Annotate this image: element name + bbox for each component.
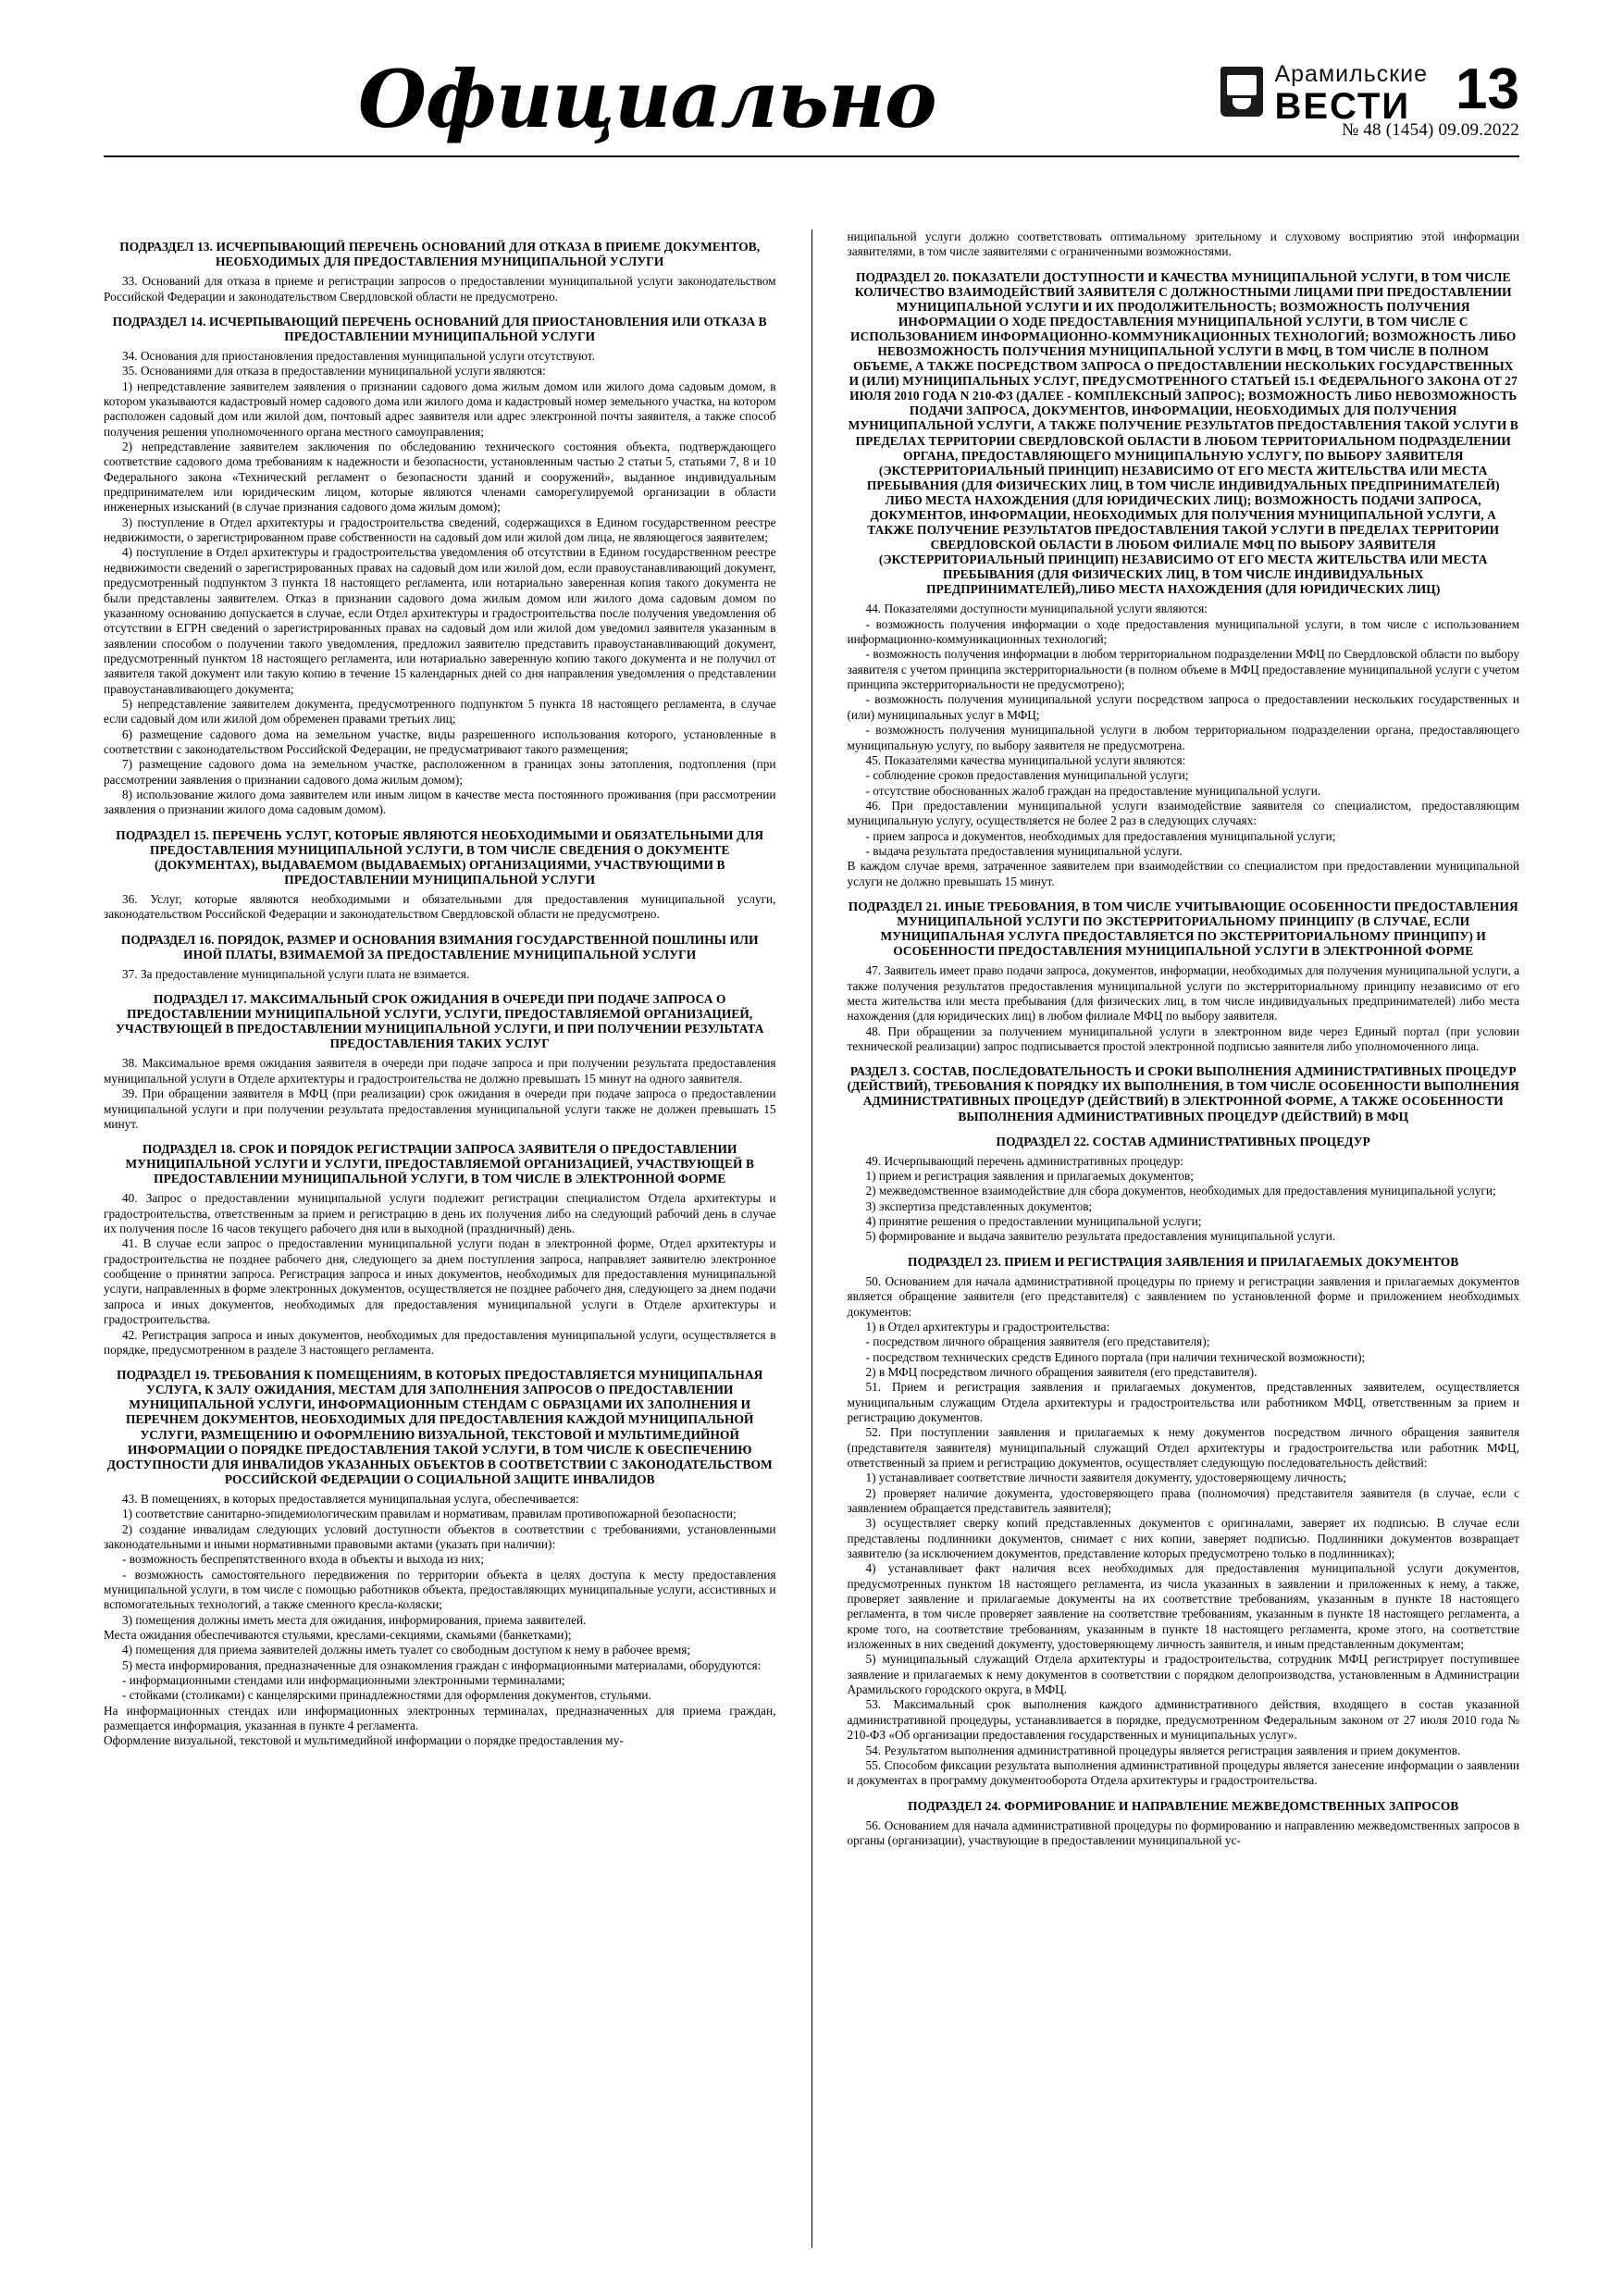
paragraph: 1) непредставление заявителем заявления о признании садового дома жилым домом или жилого дома садовым домом, в котором указываются кадастровый номер садового дома или жилого дома и кадастровый номер земельного участка, на котором расположен садовый дом или жилой дом, почтовый адрес заявителя или адрес электронной почты заявителя, а также способ получения решения уполномоченного органа местного самоуправления; xyxy=(104,379,776,439)
paragraph: 5) места информирования, предназначенные для ознакомления граждан с информационными материалами, оборудуются: xyxy=(122,1657,762,1672)
paragraph: 4) помещения для приема заявителей должны иметь туалет со свободным доступом к нему в рабочее время; xyxy=(122,1643,691,1657)
paragraph: - соблюдение сроков предоставления муниципальной услуги; xyxy=(865,768,1189,783)
section-heading: ПОДРАЗДЕЛ 19. ТРЕБОВАНИЯ К ПОМЕЩЕНИЯМ, В КОТОРЫХ ПРЕДОСТАВЛЯЕТСЯ МУНИЦИПАЛЬНАЯ УСЛУГА, К ЗАЛУ ОЖИДАНИЯ, МЕСТАМ ДЛЯ ЗАПОЛНЕНИЯ ЗАПРОСОВ О ПРЕДОСТАВЛЕНИИ МУНИЦИПАЛЬНОЙ УСЛУГИ, ИНФОРМАЦИОННЫМ СТЕНДАМ С ОБРАЗЦАМИ ИХ ЗАПОЛНЕНИЯ И ПЕРЕЧНЕМ ДОКУМЕНТОВ, НЕОБХОДИМЫХ ДЛЯ ПРЕДОСТАВЛЕНИЯ КАЖДОЙ МУНИЦИПАЛЬНОЙ УСЛУГИ, РАЗМЕЩЕНИЮ И ОФОРМЛЕНИЮ ВИЗУАЛЬНОЙ, ТЕКСТОВОЙ И МУЛЬТИМЕДИЙНОЙ ИНФОРМАЦИИ О ПОРЯДКЕ ПРЕДОСТАВЛЕНИЯ ТАКОЙ УСЛУГИ, В ТОМ ЧИСЛЕ К ОБЕСПЕЧЕНИЮ ДОСТУПНОСТИ ДЛЯ ИНВАЛИДОВ УКАЗАННЫХ ОБЪЕКТОВ В СООТВЕТСТВИИ С ЗАКОНОДАТЕЛЬСТВОМ РОССИЙСКОЙ ФЕДЕРАЦИИ О СОЦИАЛЬНОЙ ЗАЩИТЕ ИНВАЛИДОВ xyxy=(106,1368,773,1486)
paragraph: На информационных стендах или информационных электронных терминалах, предназначенных для приема граждан, размещается информация, указанная в пункте 4 регламента. xyxy=(104,1703,776,1732)
paragraph: 56. Основанием для начала административной процедуры по формированию и направлению межведомственных запросов в органы (организации), участвующие в предоставлении муниципальной ус- xyxy=(847,1818,1519,1847)
header-divider xyxy=(104,155,1519,157)
brand-name-line1: Арамильские xyxy=(1274,61,1429,87)
paragraph: 4) принятие решения о предоставлении муниципальной услуги; xyxy=(865,1214,1202,1229)
paragraph: 36. Услуг, которые являются необходимыми и обязательными для предоставления муниципальной услуги, законодательством Российской Федерации и законодательством Свердловской области не предусмотрено. xyxy=(104,891,776,922)
section-heading: ПОДРАЗДЕЛ 17. МАКСИМАЛЬНЫЙ СРОК ОЖИДАНИЯ В ОЧЕРЕДИ ПРИ ПОДАЧЕ ЗАПРОСА О ПРЕДОСТАВЛЕНИИ МУНИЦИПАЛЬНОЙ УСЛУГИ, УСЛУГИ, ПРЕДОСТАВЛЯЕМОЙ ОРГАНИЗАЦИЕЙ, УЧАСТВУЮЩЕЙ В ПРЕДОСТАВЛЕНИИ МУНИЦИПАЛЬНОЙ УСЛУГИ, И ПРИ ПОЛУЧЕНИИ РЕЗУЛЬТАТА ПРЕДОСТАВЛЕНИЯ ТАКИХ УСЛУГ xyxy=(115,992,764,1051)
paragraph: - возможность получения муниципальной услуги посредством запроса о предоставлении нескольких государственных и (или) муниципальных услуг в МФЦ; xyxy=(847,692,1519,722)
paragraph: - возможность получения информации о ходе предоставления муниципальной услуги, в том числе с использованием информационно-коммуникационных технологий; xyxy=(847,616,1519,647)
paragraph: - выдача результата предоставления муниципальной услуги. xyxy=(865,843,1183,858)
paragraph: 51. Прием и регистрация заявления и прилагаемых документов, представленных заявителем, осуществляется муниципальным служащим Отдела архитектуры и градостроительства или работником МФЦ, ответственным за прием и регистрацию документов. xyxy=(847,1380,1519,1424)
masthead xyxy=(0,0,1623,176)
paragraph: 40. Запрос о предоставлении муниципальной услуги подлежит регистрации специалистом Отдела архитектуры и градостроительства, ответственным за прием и регистрацию в день их получения либо на следующий рабочий день в случае их получения после 16 часов текущего рабочего дня или в выходной (праздничный) день. xyxy=(104,1191,776,1236)
paragraph: - возможность самостоятельного передвижения по территории объекта в целях доступа к месту предоставления муниципальной услуги, в том числе с помощью работников объекта, предоставляющих муниципальные услуги, ассистивных и вспомогательных технологий, а также сменного кресла-коляски; xyxy=(104,1567,776,1612)
issue-info: № 48 (1454) 09.09.2022 xyxy=(1342,120,1519,140)
paragraph: 3) осуществляет сверку копий представленных документов с оригиналами, заверяет их подписью. В случае если представлены подлинники документов, снимает с них копии, заверяет подписью. Подлинники документов возвращает заявителю (за исключением документов, представление которых предусмотрено только в подлинниках); xyxy=(847,1516,1519,1561)
coat-of-arms-icon xyxy=(1220,67,1263,117)
paragraph: Оформление визуальной, текстовой и мультимедийной информации о порядке предоставления му- xyxy=(104,1733,624,1748)
section-heading: ПОДРАЗДЕЛ 20. ПОКАЗАТЕЛИ ДОСТУПНОСТИ И КАЧЕСТВА МУНИЦИПАЛЬНОЙ УСЛУГИ, В ТОМ ЧИСЛЕ КОЛИЧЕСТВО ВЗАИМОДЕЙСТВИЙ ЗАЯВИТЕЛЯ С ДОЛЖНОСТНЫМИ ЛИЦАМИ ПРИ ПРЕДОСТАВЛЕНИИ МУНИЦИПАЛЬНОЙ УСЛУГИ И ИХ ПРОДОЛЖИТЕЛЬНОСТЬ; ВОЗМОЖНОСТЬ ПОЛУЧЕНИЯ ИНФОРМАЦИИ О ХОДЕ ПРЕДОСТАВЛЕНИЯ МУНИЦИПАЛЬНОЙ УСЛУГИ, В ТОМ ЧИСЛЕ С ИСПОЛЬЗОВАНИЕМ ИНФОРМАЦИОННО-КОММУНИКАЦИОННЫХ ТЕХНОЛОГИЙ; ВОЗМОЖНОСТЬ ЛИБО НЕВОЗМОЖНОСТЬ ПОЛУЧЕНИЯ МУНИЦИПАЛЬНОЙ УСЛУГИ В МФЦ, В ТОМ ЧИСЛЕ В ПОЛНОМ ОБЪЕМЕ, А ТАКЖЕ ПОСРЕДСТВОМ ЗАПРОСА О ПРЕДОСТАВЛЕНИИ НЕСКОЛЬКИХ ГОСУДАРСТВЕННЫХ И (ИЛИ) МУНИЦИПАЛЬНЫХ УСЛУГ, ПРЕДУСМОТРЕННОГО СТАТЬЕЙ 15.1 ФЕДЕРАЛЬНОГО ЗАКОНА ОТ 27 ИЮЛЯ 2010 ГОДА N 210-ФЗ (ДАЛЕЕ - КОМПЛЕКСНЫЙ ЗАПРОС); ВОЗМОЖНОСТЬ ЛИБО НЕВОЗМОЖНОСТЬ ПОДАЧИ ЗАПРОСА, ДОКУМЕНТОВ, ИНФОРМАЦИИ, НЕОБХОДИМЫХ ДЛЯ ПОЛУЧЕНИЯ МУНИЦИПАЛЬНОЙ УСЛУГИ, А ТАКЖЕ ПОЛУЧЕНИЕ РЕЗУЛЬТАТОВ ПРЕДОСТАВЛЕНИЯ ТАКОЙ УСЛУГИ В ПРЕДЕЛАХ ТЕРРИТОРИИ СВЕРДЛОВСКОЙ ОБЛАСТИ В ЛЮБОМ ТЕРРИТОРИАЛЬНОМ ПОДРАЗДЕЛЕНИИ ОРГАНА, ПРЕДОСТАВЛЯЮЩЕГО МУНИЦИПАЛЬНУЮ УСЛУГУ, ПО ВЫБОРУ ЗАЯВИТЕЛЯ (ЭКСТЕРРИТОРИАЛЬНЫЙ ПРИНЦИП) НЕЗАВИСИМО ОТ ЕГО МЕСТА ЖИТЕЛЬСТВА ИЛИ МЕСТА ПРЕБЫВАНИЯ (ДЛЯ ФИЗИЧЕСКИХ ЛИЦ, В ТОМ ЧИСЛЕ ИНДИВИДУАЛЬНЫХ ПРЕДПРИНИМАТЕЛЕЙ) ЛИБО МЕСТА НАХОЖДЕНИЯ (ДЛЯ ЮРИДИЧЕСКИХ ЛИЦ); ВОЗМОЖНОСТЬ ПОДАЧИ ЗАПРОСА, ДОКУМЕНТОВ, ИНФОРМАЦИИ, НЕОБХОДИМЫХ ДЛЯ ПОЛУЧЕНИЯ МУНИЦИПАЛЬНОЙ УСЛУГИ, А ТАКЖЕ ПОЛУЧЕНИЕ РЕЗУЛЬТАТОВ ПРЕДОСТАВЛЕНИЯ ТАКОЙ УСЛУГИ В ПРЕДЕЛАХ ТЕРРИТОРИИ СВЕРДЛОВСКОЙ ОБЛАСТИ В ЛЮБОМ ФИЛИАЛЕ МФЦ ПО ВЫБОРУ ЗАЯВИТЕЛЯ (ЭКСТЕРРИТОРИАЛЬНЫЙ ПРИНЦИП) НЕЗАВИСИМО ОТ ЕГО МЕСТА ЖИТЕЛЬСТВА ИЛИ МЕСТА ПРЕБЫВАНИЯ (ДЛЯ ФИЗИЧЕСКИХ ЛИЦ, В ТОМ ЧИСЛЕ ИНДИВИДУАЛЬНЫХ ПРЕДПРИНИМАТЕЛЕЙ),ЛИБО МЕСТА НАХОЖДЕНИЯ (ДЛЯ ЮРИДИЧЕСКИХ ЛИЦ) xyxy=(848,269,1518,597)
paragraph: 46. При предоставлении муниципальной услуги взаимодействие заявителя со специалистом, предоставляющим муниципальную услугу, осуществляется не более 2 раз в следующих случаях: xyxy=(847,798,1519,828)
paragraph: 50. Основанием для начала административной процедуры по приему и регистрации заявления и прилагаемых документов является обращение заявителя (его представителя) с заявлением по установленной форме и приложением необходимых документов: xyxy=(847,1273,1519,1319)
paragraph: - информационными стендами или информационными электронными терминалами; xyxy=(122,1672,565,1687)
paragraph: 41. В случае если запрос о предоставлении муниципальной услуги подан в электронной форме, Отдел архитектуры и градостроительства не позднее рабочего дня, следующего за днем поступления запроса, направляет заявителю электронное сообщение о принятии запроса. Регистрация запроса и иных документов, необходимых для предоставления муниципальной услуги, направленных в форме электронных документов, осуществляется не позднее рабочего дня, следующего за днем подачи запроса и иных документов, необходимых для предоставления муниципальной услуги в Отделе архитектуры и градостроительства. xyxy=(104,1236,776,1327)
section-heading: ПОДРАЗДЕЛ 21. ИНЫЕ ТРЕБОВАНИЯ, В ТОМ ЧИСЛЕ УЧИТЫВАЮЩИЕ ОСОБЕННОСТИ ПРЕДОСТАВЛЕНИЯ МУНИЦИПАЛЬНОЙ УСЛУГИ ПО ЭКСТЕРРИТОРИАЛЬНОМУ ПРИНЦИПУ (В СЛУЧАЕ, ЕСЛИ МУНИЦИПАЛЬНАЯ УСЛУГА ПРЕДОСТАВЛЯЕТСЯ ПО ЭКСТЕРРИТОРИАЛЬНОМУ ПРИНЦИПУ) И ОСОБЕННОСТИ ПРЕДОСТАВЛЕНИЯ МУНИЦИПАЛЬНОЙ УСЛУГИ В ЭЛЕКТРОННОЙ ФОРМЕ xyxy=(848,899,1518,959)
paragraph: 34. Основания для приостановления предоставления муниципальной услуги отсутствуют. xyxy=(122,349,595,363)
section-heading: ПОДРАЗДЕЛ 15. ПЕРЕЧЕНЬ УСЛУГ, КОТОРЫЕ ЯВЛЯЮТСЯ НЕОБХОДИМЫМИ И ОБЯЗАТЕЛЬНЫМИ ДЛЯ ПРЕДОСТАВЛЕНИЯ МУНИЦИПАЛЬНОЙ УСЛУГИ, В ТОМ ЧИСЛЕ СВЕДЕНИЯ О ДОКУМЕНТЕ (ДОКУМЕНТАХ), ВЫДАВАЕМОМ (ВЫДАВАЕМЫХ) ОРГАНИЗАЦИЯМИ, УЧАСТВУЮЩИМИ В ПРЕДОСТАВЛЕНИИ МУНИЦИПАЛЬНОЙ УСЛУГИ xyxy=(116,827,764,887)
article-columns xyxy=(104,230,1519,2248)
section-heading: ПОДРАЗДЕЛ 13. ИСЧЕРПЫВАЮЩИЙ ПЕРЕЧЕНЬ ОСНОВАНИЙ ДЛЯ ОТКАЗА В ПРИЕМЕ ДОКУМЕНТОВ, НЕОБХОДИМЫХ ДЛЯ ПРЕДОСТАВЛЕНИЯ МУНИЦИПАЛЬНОЙ УСЛУГИ xyxy=(119,240,761,269)
paragraph: В каждом случае время, затраченное заявителем при взаимодействии со специалистом при предоставлении муниципальной услуги не должно превышать 15 минут. xyxy=(847,859,1519,888)
paragraph: 44. Показателями доступности муниципальной услуги являются: xyxy=(865,602,1208,616)
paragraph: 3) помещения должны иметь места для ожидания, информирования, приема заявителей. xyxy=(122,1612,587,1627)
section-heading: РАЗДЕЛ 3. СОСТАВ, ПОСЛЕДОВАТЕЛЬНОСТЬ И СРОКИ ВЫПОЛНЕНИЯ АДМИНИСТРАТИВНЫХ ПРОЦЕДУР (ДЕЙСТВИЙ), ТРЕБОВАНИЯ К ПОРЯДКУ ИХ ВЫПОЛНЕНИЯ, В ТОМ ЧИСЛЕ ОСОБЕННОСТИ ВЫПОЛНЕНИЯ АДМИНИСТРАТИВНЫХ ПРОЦЕДУР (ДЕЙСТВИЙ) В ЭЛЕКТРОННОЙ ФОРМЕ, А ТАКЖЕ ОСОБЕННОСТИ ВЫПОЛНЕНИЯ АДМИНИСТРАТИВНЫХ ПРОЦЕДУР (ДЕЙСТВИЙ) В МФЦ xyxy=(847,1064,1519,1123)
paragraph: - стойками (столиками) с канцелярскими принадлежностями для оформления документов, стульями. xyxy=(122,1688,651,1703)
paragraph: 1) в Отдел архитектуры и градостроительства: xyxy=(865,1319,1110,1334)
paragraph: 1) устанавливает соответствие личности заявителя документу, удостоверяющему личность; xyxy=(865,1471,1346,1485)
page-title: Официально xyxy=(358,54,936,146)
paragraph: Места ожидания обеспечиваются стульями, креслами-секциями, скамьями (банкетками); xyxy=(104,1627,572,1642)
paragraph: - отсутствие обоснованных жалоб граждан на предоставление муниципальной услуги. xyxy=(865,783,1321,798)
paragraph: 49. Исчерпывающий перечень административных процедур: xyxy=(865,1153,1183,1168)
section-heading: ПОДРАЗДЕЛ 23. ПРИЕМ И РЕГИСТРАЦИЯ ЗАЯВЛЕНИЯ И ПРИЛАГАЕМЫХ ДОКУМЕНТОВ xyxy=(908,1254,1459,1269)
paragraph: 4) устанавливает факт наличия всех необходимых для предоставления муниципальной услуги документов, предусмотренных пунктом 18 настоящего регламента, из числа указанных в заявлении и приложенных к нему, а также, проверяет заявление и прилагаемые документы на их соответствие требованиям, указанным в пункте 18 настоящего регламента, в том числе проверяет заявление на соответствие требованиям, указанным в пункте 18 настоящего регламента, а кроме того, на соответствие требованиям, указанным в пункте 18 настоящего регламента, кроме этого, на соответствие изложенных в них сведений документу, удостоверяющему личность заявителя, и иным представленным документам; xyxy=(847,1561,1519,1652)
paragraph: 52. При поступлении заявления и прилагаемых к нему документов посредством личного обращения заявителя (представителя заявителя) муниципальный служащий Отдел архитектуры и градостроительства или работник МФЦ, ответственный за прием и регистрацию документов, осуществляет следующую последовательность действий: xyxy=(847,1425,1519,1470)
paragraph: 8) использование жилого дома заявителем или иным лицом в качестве места постоянного проживания (при рассмотрении заявления о признании жилого дома садовым домом). xyxy=(104,787,776,817)
paragraph: - посредством технических средств Единого портала (при наличии технической возможности); xyxy=(865,1349,1366,1364)
paragraph: 38. Максимальное время ожидания заявителя в очереди при подаче запроса и при получении результата предоставления муниципальной услуги в Отделе архитектуры и градостроительства не должно превышать 15 минут на одного заявителя. xyxy=(104,1056,776,1086)
paragraph: 2) в МФЦ посредством личного обращения заявителя (его представителя). xyxy=(865,1364,1258,1379)
paragraph: 53. Максимальный срок выполнения каждого административного действия, входящего в состав указанной административной процедуры, устанавливается в порядке, предусмотренном Федеральным законом от 27 июля 2010 года № 210-ФЗ «Об организации предоставления государственных и муниципальных услуг». xyxy=(847,1697,1519,1743)
paragraph: 1) соответствие санитарно-эпидемиологическим правилам и нормативам, правилам противопожарной безопасности; xyxy=(122,1507,737,1521)
section-heading: ПОДРАЗДЕЛ 14. ИСЧЕРПЫВАЮЩИЙ ПЕРЕЧЕНЬ ОСНОВАНИЙ ДЛЯ ПРИОСТАНОВЛЕНИЯ ИЛИ ОТКАЗА В ПРЕДОСТАВЛЕНИИ МУНИЦИПАЛЬНОЙ УСЛУГИ xyxy=(112,314,767,343)
paragraph: 2) межведомственное взаимодействие для сбора документов, необходимых для предоставления муниципальной услуги; xyxy=(865,1184,1496,1198)
paragraph: - возможность получения информации в любом территориальном подразделении МФЦ по Свердловской области по выбору заявителя с учетом принципа экстерриториальности (в полном объеме в МФЦ предоставление муниципальной услуги с учетом принципа экстерриториальности не предусмотрено); xyxy=(847,647,1519,692)
paragraph: 35. Основаниями для отказа в предоставлении муниципальной услуги являются: xyxy=(122,364,546,379)
paragraph: 47. Заявитель имеет право подачи запроса, документов, информации, необходимых для получения муниципальной услуги, а также получения результатов предоставления муниципальной услуги по экстерриториальному принципу независимо от его места жительства или места пребывания (для физических лиц, в том числе индивидуальных предпринимателей) либо места нахождения (для юридических лиц) в любом филиале МФЦ по выбору заявителя. xyxy=(847,963,1519,1024)
paragraph: 39. При обращении заявителя в МФЦ (при реализации) срок ожидания в очереди при подаче запроса о предоставлении муниципальной услуги и при получении результата предоставления муниципальной услуги также не должен превышать 15 минут. xyxy=(104,1086,776,1131)
paragraph: 3) экспертиза представленных документов; xyxy=(865,1198,1093,1213)
paragraph: 4) поступление в Отдел архитектуры и градостроительства уведомления об отсутствии в Едином государственном реестре недвижимости сведений о зарегистрированных правах на садовый дом или жилой дом, если правоустанавливающий документ, предусмотренный подпунктом 3 пункта 18 настоящего регламента, или нотариально заверенная копия такого документа не были представлены заявителем. Отказ в признании садового дома жилым домом или жилого дома садовым домом по указанному основанию допускается в случае, если Отдел архитектуры и градостроительства после получения уведомления об отсутствии в ЕГРН сведений о зарегистрированных правах на садовый дом или жилой дом уведомил заявителя указанным в заявлении способом о получении такого уведомления, предложил заявителю представить правоустанавливающий документ, предусмотренный пунктом 18 настоящего регламента, или нотариально заверенную копию такого документа и не получил от заявителя такой документ или такую копию в течение 15 календарных дней со дня направления уведомления о представлении правоустанавливающего документа; xyxy=(104,545,776,696)
paragraph: 2) непредставление заявителем заключения по обследованию технического состояния объекта, подтверждающего соответствие садового дома требованиям к надежности и безопасности, установленным частью 2 статьи 5, статьями 7, 8 и 10 Федерального закона «Технический регламент о безопасности зданий и сооружений», выданное индивидуальным предпринимателем или юридическим лицом, которые являются членами саморегулируемой организации в области инженерных изысканий (в случае признания садового дома жилым домом); xyxy=(104,440,776,515)
paragraph: 55. Способом фиксации результата выполнения административной процедуры является занесение информации о заявлении и документах в программу документооборота Отдела архитектуры и градостроительства. xyxy=(847,1757,1519,1788)
paragraph: 54. Результатом выполнения административной процедуры является регистрация заявления и прием документов. xyxy=(865,1743,1461,1757)
paragraph: 2) проверяет наличие документа, удостоверяющего права (полномочия) представителя заявителя (в случае, если с заявлением обращается представитель заявителя); xyxy=(847,1485,1519,1515)
paragraph: 5) непредставление заявителем документа, предусмотренного подпунктом 5 пункта 18 настоящего регламента, в случае если садовый дом или жилой дом обременен правами третьих лиц; xyxy=(104,696,776,726)
paragraph: 6) размещение садового дома на земельном участке, виды разрешенного использования которого, установленные в соответствии с законодательством Российской Федерации, не предусматривают такого размещения; xyxy=(104,726,776,756)
paragraph: - посредством личного обращения заявителя (его представителя); xyxy=(865,1334,1210,1349)
paragraph: ниципальной услуги должно соответствовать оптимальному зрительному и слуховому восприятию этой информации заявителями, в том числе заявителями с ограниченными возможностями. xyxy=(847,230,1519,259)
paragraph: 37. За предоставление муниципальной услуги плата не взимается. xyxy=(122,966,470,981)
brand-block xyxy=(1220,63,1428,125)
paragraph: - возможность беспрепятственного входа в объекты и выхода из них; xyxy=(122,1552,484,1567)
section-heading: ПОДРАЗДЕЛ 22. СОСТАВ АДМИНИСТРАТИВНЫХ ПРОЦЕДУР xyxy=(996,1134,1370,1148)
brand-name-line2: ВЕСТИ xyxy=(1274,86,1411,127)
paragraph: - прием запроса и документов, необходимых для предоставления муниципальной услуги; xyxy=(865,828,1336,843)
page-number: 13 xyxy=(1456,57,1519,121)
paragraph: 1) прием и регистрация заявления и прилагаемых документов; xyxy=(865,1169,1194,1184)
paragraph: 3) поступление в Отдел архитектуры и градостроительства сведений, содержащихся в Едином государственном реестре недвижимости, о зарегистрированном праве собственности на садовый дом или жилой дом лица, не являющегося заявителем; xyxy=(104,515,776,545)
section-heading: ПОДРАЗДЕЛ 18. СРОК И ПОРЯДОК РЕГИСТРАЦИИ ЗАПРОСА ЗАЯВИТЕЛЯ О ПРЕДОСТАВЛЕНИИ МУНИЦИПАЛЬНОЙ УСЛУГИ И УСЛУГИ, ПРЕДОСТАВЛЯЕМОЙ ОРГАНИЗАЦИЕЙ, УЧАСТВУЮЩЕЙ В ПРЕДОСТАВЛЕНИИ МУНИЦИПАЛЬНОЙ УСЛУГИ, В ТОМ ЧИСЛЕ В ЭЛЕКТРОННОЙ ФОРМЕ xyxy=(125,1142,754,1186)
brand-text xyxy=(1274,63,1428,125)
paragraph: 7) размещение садового дома на земельном участке, расположенном в границах зоны затопления, подтопления (при рассмотрении заявления о признании садового дома жилым домом); xyxy=(104,757,776,787)
masthead-brand xyxy=(1220,57,1519,127)
right-column xyxy=(848,230,1520,2248)
section-heading: ПОДРАЗДЕЛ 24. ФОРМИРОВАНИЕ И НАПРАВЛЕНИЕ МЕЖВЕДОМСТВЕННЫХ ЗАПРОСОВ xyxy=(908,1798,1459,1813)
paragraph: 2) создание инвалидам следующих условий доступности объектов в соответствии с требованиями, установленными законодательными и иными нормативными правовыми актами (указать при наличии): xyxy=(104,1521,776,1551)
paragraph: 45. Показателями качества муниципальной услуги являются: xyxy=(865,752,1186,767)
left-column xyxy=(104,230,776,2248)
paragraph: 5) формирование и выдача заявителю результата предоставления муниципальной услуги. xyxy=(865,1229,1336,1244)
paragraph: 43. В помещениях, в которых предоставляется муниципальная услуга, обеспечивается: xyxy=(122,1491,579,1506)
paragraph: 33. Оснований для отказа в приеме и регистрации запросов о предоставлении муниципальной услуги законодательством Российской Федерации и законодательством Свердловской области не предусмотрено. xyxy=(104,274,776,304)
section-heading: ПОДРАЗДЕЛ 16. ПОРЯДОК, РАЗМЕР И ОСНОВАНИЯ ВЗИМАНИЯ ГОСУДАРСТВЕННОЙ ПОШЛИНЫ ИЛИ ИНОЙ ПЛАТЫ, ВЗИМАЕМОЙ ЗА ПРЕДОСТАВЛЕНИЕ МУНИЦИПАЛЬНОЙ УСЛУГИ xyxy=(120,932,759,962)
paragraph: - возможность получения муниципальной услуги в любом территориальном подразделении органа, предоставляющего муниципальную услугу, по выбору заявителя не предусмотрена. xyxy=(847,723,1519,752)
paragraph: 48. При обращении за получением муниципальной услуги в электронном виде через Единый портал (при условии технической реализации) запрос подписывается простой электронной подписью заявителя либо уполномоченного лица. xyxy=(847,1024,1519,1053)
paragraph: 5) муниципальный служащий Отдела архитектуры и градостроительства, сотрудник МФЦ регистрирует поступившее заявление и прилагаемых к нему документов в соответствии с порядком делопроизводства, установленным в Администрации Арамильского городского округа, в МФЦ. xyxy=(847,1652,1519,1697)
paragraph: 42. Регистрация запроса и иных документов, необходимых для предоставления муниципальной услуги, осуществляется в порядке, предусмотренном в разделе 3 настоящего регламента. xyxy=(104,1327,776,1357)
